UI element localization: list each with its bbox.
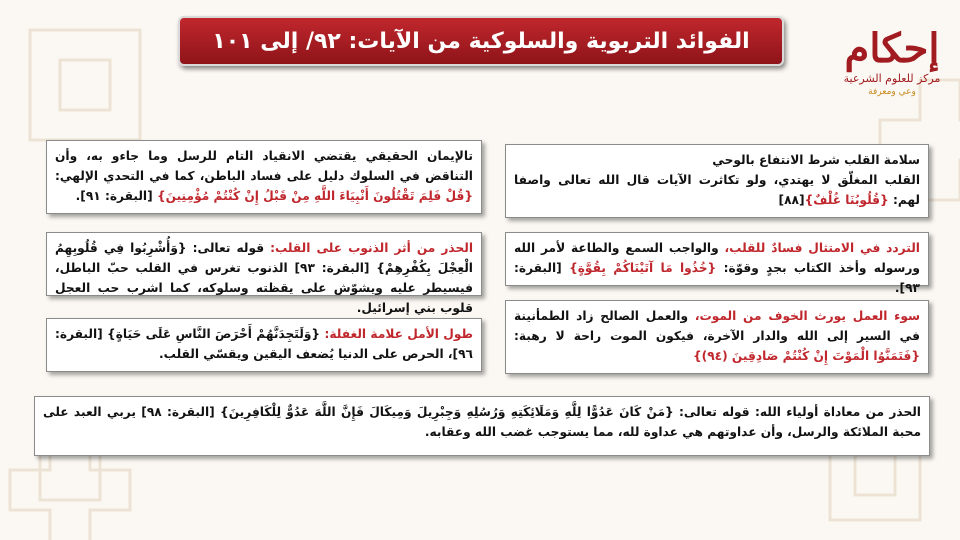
verse-reference: [٨٨] <box>778 193 805 207</box>
card-heart-soundness <box>505 144 929 218</box>
card-text: تالإيمان الحقيقي يقتضي الانقياد التام للرسل وما جاءو به، وأن التناقض في السلوك دليل على فساد الباطن، كما في التحدي الإلهي: <box>55 149 473 183</box>
card-text: سلامة القلب شرط الانتفاع بالوحي <box>712 153 920 167</box>
verse-reference: [البقرة: ٩٣]. <box>514 261 920 295</box>
card-text: والواجب السمع والطاعة لأمر الله ورسوله وأخذ الكتاب بجدٍ وقوّة: <box>514 241 920 275</box>
quran-verse: {قُلُوبُنَا غُلْفٌ} <box>804 193 889 207</box>
card-text: والعمل الصالح زاد الطمأنينة في السير إلى الله والدار الآخرة، فيكون الموت راحة لا رهبة: <box>514 309 920 343</box>
card-fear-of-death <box>505 300 929 374</box>
logo-wordmark: إحكام <box>844 25 940 72</box>
quran-verse: {فَتَمَنَّوُا الْمَوْتَ إِنْ كُنْتُمْ صَادِقِينَ (٩٤)} <box>692 349 920 363</box>
card-lead: سوء العمل يورث الخوف من الموت، <box>694 309 921 323</box>
card-sins-effect <box>46 232 482 315</box>
card-long-hope <box>46 318 482 372</box>
card-text: القلب المغلّق لا يهتدي، ولو تكاثرت الآيات قال الله تعالى واصفا لهم: <box>514 173 920 207</box>
page-title-bar <box>178 16 784 66</box>
logo <box>832 8 952 108</box>
card-text: {وَلَتَجِدَنَّهُمْ أَحْرَصَ النَّاسِ عَلَى حَيَاةٍ} [البقرة: ٩٦]، الحرص على الدنيا يُضعف اليقين ويقسّي القلب. <box>55 327 473 361</box>
logo-subtitle: مركز للعلوم الشرعية <box>843 72 941 85</box>
quran-verse: {خُذُوا مَا آتَيْنَاكُمْ بِقُوَّةٍ} <box>569 261 717 275</box>
card-enmity-allies <box>34 396 930 456</box>
card-true-faith <box>46 140 482 214</box>
card-lead: الحذر من أثر الذنوب على القلب: <box>270 241 474 255</box>
page-title: الفوائد التربوية والسلوكية من الآيات: ٩٢/ إلى ١٠١ <box>212 28 750 54</box>
verse-reference: [البقرة: ٩١]. <box>75 189 157 203</box>
logo-tagline: وعي ومعرفة <box>868 87 916 97</box>
quran-verse: {قُلْ فَلِمَ تَقْتُلُونَ أَنْبِيَاءَ اللَّهِ مِنْ قَبْلُ إِنْ كُنْتُمْ مُؤْمِنِينَ} <box>156 189 473 203</box>
card-text: قوله تعالى: {وَأُشْرِبُوا فِي قُلُوبِهِمُ الْعِجْلَ بِكُفْرِهِمْ} [البقرة: ٩٣] الذنوب تغرس في القلب حبّ الباطل، فيسيطر عليه ويشوّش على يقظته وسلوكه، كما اشرب حب العجل قلوب بني إسرائيل. <box>55 241 473 315</box>
card-hesitation <box>505 232 929 295</box>
card-text: الحذر من معاداة أولياء الله: قوله تعالى: {مَنْ كَانَ عَدُوًّا لِلَّهِ وَمَلَائِكَتِهِ وَرُسُلِهِ وَجِبْرِيلَ وَمِيكَالَ فَإِنَّ اللَّهَ عَدُوٌّ لِلْكَافِرِينَ} [البقرة: ٩٨] يربي العبد على محبة الملائكة والرسل، وأن عداوتهم هي عداوة لله، مما يستوجب غضب الله وعقابه. <box>43 405 921 439</box>
card-lead: التردد في الامتثال فسادٌ للقلب، <box>724 241 920 255</box>
card-lead: طول الأمل علامة الغفلة: <box>324 327 473 341</box>
